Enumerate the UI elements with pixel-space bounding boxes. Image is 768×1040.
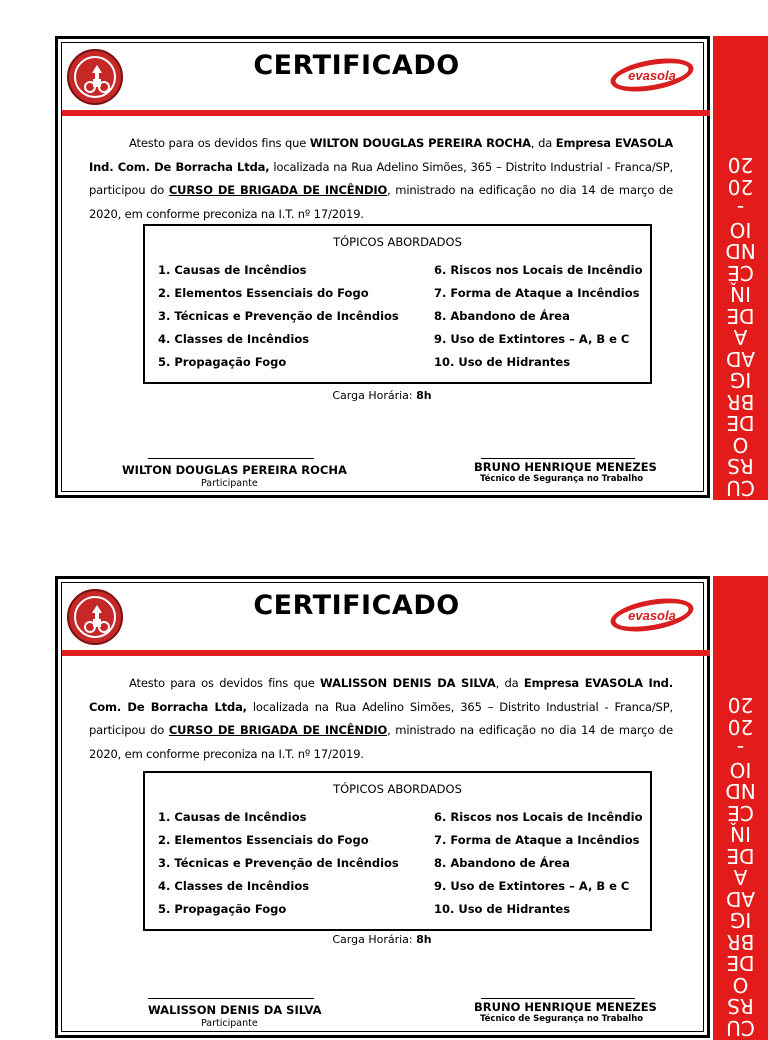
topics-box (143, 771, 652, 931)
topic-item: 9. Uso de Extintores – A, B e C (434, 332, 630, 346)
participant-signature-name: WILTON DOUGLAS PEREIRA ROCHA (122, 463, 347, 477)
red-side-band (713, 36, 768, 500)
participant-signature-role: Participante (201, 478, 258, 489)
band-text: CU RS O DE BR IG AD A DE IN CÊ ND IO - 20 20 (725, 153, 756, 500)
svg-text:evasola: evasola (628, 68, 676, 83)
signature-line (148, 458, 314, 459)
topics-box (143, 224, 652, 384)
technician-signature-role: Técnico de Segurança no Trabalho (480, 1014, 644, 1024)
company-name: Empresa EVASOLA Ind. Com. De Borracha Ltda, (89, 676, 673, 714)
topic-item: 10. Uso de Hidrantes (434, 902, 571, 916)
participant-name: WALISSON DENIS DA SILVA (320, 676, 496, 690)
signature-line (148, 998, 314, 999)
participant-signature-name: WALISSON DENIS DA SILVA (148, 1003, 322, 1017)
company-name: Empresa EVASOLA Ind. Com. De Borracha Ltda, (89, 136, 673, 174)
red-divider (62, 650, 710, 656)
course-name: CURSO DE BRIGADA DE INCÊNDIO (168, 723, 388, 737)
band-text: CU RS O DE BR IG AD A DE IN CÊ ND IO - 20 20 (725, 693, 756, 1040)
red-divider (62, 110, 710, 116)
topic-item: 2. Elementos Essenciais do Fogo (158, 833, 369, 847)
topic-item: 5. Propagação Fogo (158, 355, 287, 369)
topic-item: 2. Elementos Essenciais do Fogo (158, 286, 369, 300)
topic-item: 8. Abandono de Área (434, 309, 570, 323)
topics-title: TÓPICOS ABORDADOS (333, 235, 462, 249)
evasola-logo (608, 57, 696, 93)
topic-item: 3. Técnicas e Prevenção de Incêndios (158, 856, 399, 870)
technician-signature-name: BRUNO HENRIQUE MENEZES (474, 460, 657, 474)
topic-item: 7. Forma de Ataque a Incêndios (434, 286, 640, 300)
workload: Carga Horária: 8h (332, 389, 432, 402)
topic-item: 9. Uso de Extintores – A, B e C (434, 879, 630, 893)
certificate-2 (0, 576, 768, 1040)
topic-item: 3. Técnicas e Prevenção de Incêndios (158, 309, 399, 323)
topic-item: 5. Propagação Fogo (158, 902, 287, 916)
certificate-body: Atesto para os devidos fins que WILTON DOUGLAS PEREIRA ROCHA, da Empresa EVASOLA Ind. Com. De Borracha Ltda, localizada na Rua Adelino Simões, 365 – Distrito Industrial - Franca/SP, participou do CURSO DE BRIGADA DE INCÊNDIO, ministrado na edificação no dia 14 de março de 2020, em conforme preconiza na I.T. nº 17/2019. (89, 136, 673, 221)
technician-signature-name: BRUNO HENRIQUE MENEZES (474, 1000, 657, 1014)
topic-item: 4. Classes de Incêndios (158, 879, 310, 893)
course-name: CURSO DE BRIGADA DE INCÊNDIO (168, 183, 388, 197)
certificate-title: CERTIFICADO (253, 50, 460, 81)
topics-title: TÓPICOS ABORDADOS (333, 782, 462, 796)
topic-item: 7. Forma de Ataque a Incêndios (434, 833, 640, 847)
certificate-1 (0, 36, 768, 500)
evasola-logo (608, 597, 696, 633)
topic-item: 8. Abandono de Área (434, 856, 570, 870)
topic-item: 1. Causas de Incêndios (158, 810, 307, 824)
signature-line (481, 998, 635, 999)
certificate-body: Atesto para os devidos fins que WALISSON DENIS DA SILVA, da Empresa EVASOLA Ind. Com. De Borracha Ltda, localizada na Rua Adelino Simões, 365 – Distrito Industrial - Franca/SP, participou do CURSO DE BRIGADA DE INCÊNDIO, ministrado na edificação no dia 14 de março de 2020, em conforme preconiza na I.T. nº 17/2019. (89, 676, 673, 761)
topic-item: 1. Causas de Incêndios (158, 263, 307, 277)
red-side-band (713, 576, 768, 1040)
workload: Carga Horária: 8h (332, 933, 432, 946)
topic-item: 6. Riscos nos Locais de Incêndio (434, 810, 643, 824)
topic-item: 6. Riscos nos Locais de Incêndio (434, 263, 643, 277)
certificate-title: CERTIFICADO (253, 590, 460, 621)
participant-signature-role: Participante (201, 1018, 258, 1029)
topic-item: 10. Uso de Hidrantes (434, 355, 571, 369)
participant-name: WILTON DOUGLAS PEREIRA ROCHA (309, 136, 531, 150)
technician-signature-role: Técnico de Segurança no Trabalho (480, 474, 644, 484)
topic-item: 4. Classes de Incêndios (158, 332, 310, 346)
signature-line (481, 458, 635, 459)
svg-text:evasola: evasola (628, 608, 676, 623)
